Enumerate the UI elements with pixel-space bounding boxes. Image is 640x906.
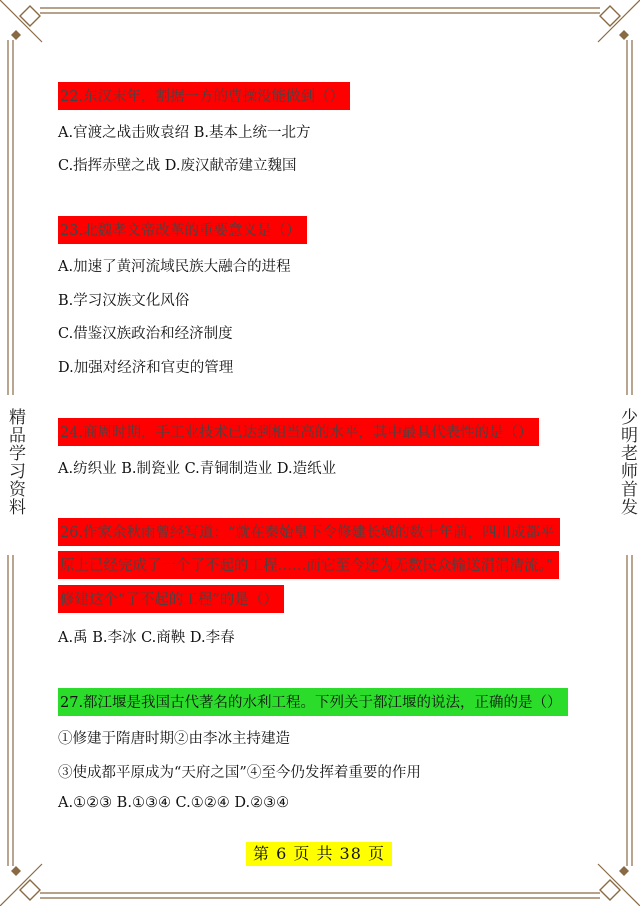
question-23-option-line: A.加速了黄河流域民族大融合的进程 bbox=[58, 259, 291, 275]
page-number-footer: 第 6 页 共 38 页 bbox=[246, 842, 392, 866]
question-23-stem: 23.北魏孝文帝改革的重要意义是（） bbox=[58, 216, 307, 244]
question-27-option-line: A.①②③ B.①③④ C.①②④ D.②③④ bbox=[58, 795, 290, 811]
question-22-stem: 22.东汉末年，割据一方的曹操没能做到（） bbox=[58, 82, 350, 110]
side-label-right: 少明老师首发 bbox=[613, 408, 639, 516]
question-23-option-line: C.借鉴汉族政治和经济制度 bbox=[58, 326, 233, 342]
question-26-stem-line: 修建这个“了不起的工程”的是（） bbox=[58, 585, 284, 613]
question-27-option-line: ①修建于隋唐时期②由李冰主持建造 bbox=[58, 731, 290, 747]
side-label-left: 精品学习资料 bbox=[1, 408, 27, 516]
question-26-option-line: A.禹 B.李冰 C.商鞅 D.李春 bbox=[58, 630, 235, 646]
question-27-stem: 27.都江堰是我国古代著名的水利工程。下列关于都江堰的说法，正确的是（） bbox=[58, 688, 568, 716]
question-26-stem-line: 26.作家余秋雨曾经写道：“就在秦始皇下令修建长城的数十年前，四川成都平 bbox=[58, 518, 560, 546]
question-22-option-line: A.官渡之战击败袁绍 B.基本上统一北方 bbox=[58, 125, 311, 141]
question-26-stem-line: 原上已经完成了一个了不起的工程……而它至今还为无数民众输送涓涓清流。” bbox=[58, 551, 559, 579]
question-24-option-line: A.纺织业 B.制瓷业 C.青铜制造业 D.造纸业 bbox=[58, 461, 337, 477]
question-24-stem: 24.商周时期，手工业技术已达到相当高的水平，其中最具代表性的是（） bbox=[58, 418, 539, 446]
question-27-option-line: ③使成都平原成为“天府之国”④至今仍发挥着重要的作用 bbox=[58, 765, 421, 781]
question-23-option-line: D.加强对经济和官吏的管理 bbox=[58, 360, 234, 376]
question-22-option-line: C.指挥赤壁之战 D.废汉献帝建立魏国 bbox=[58, 158, 297, 174]
question-23-option-line: B.学习汉族文化风俗 bbox=[58, 293, 190, 309]
